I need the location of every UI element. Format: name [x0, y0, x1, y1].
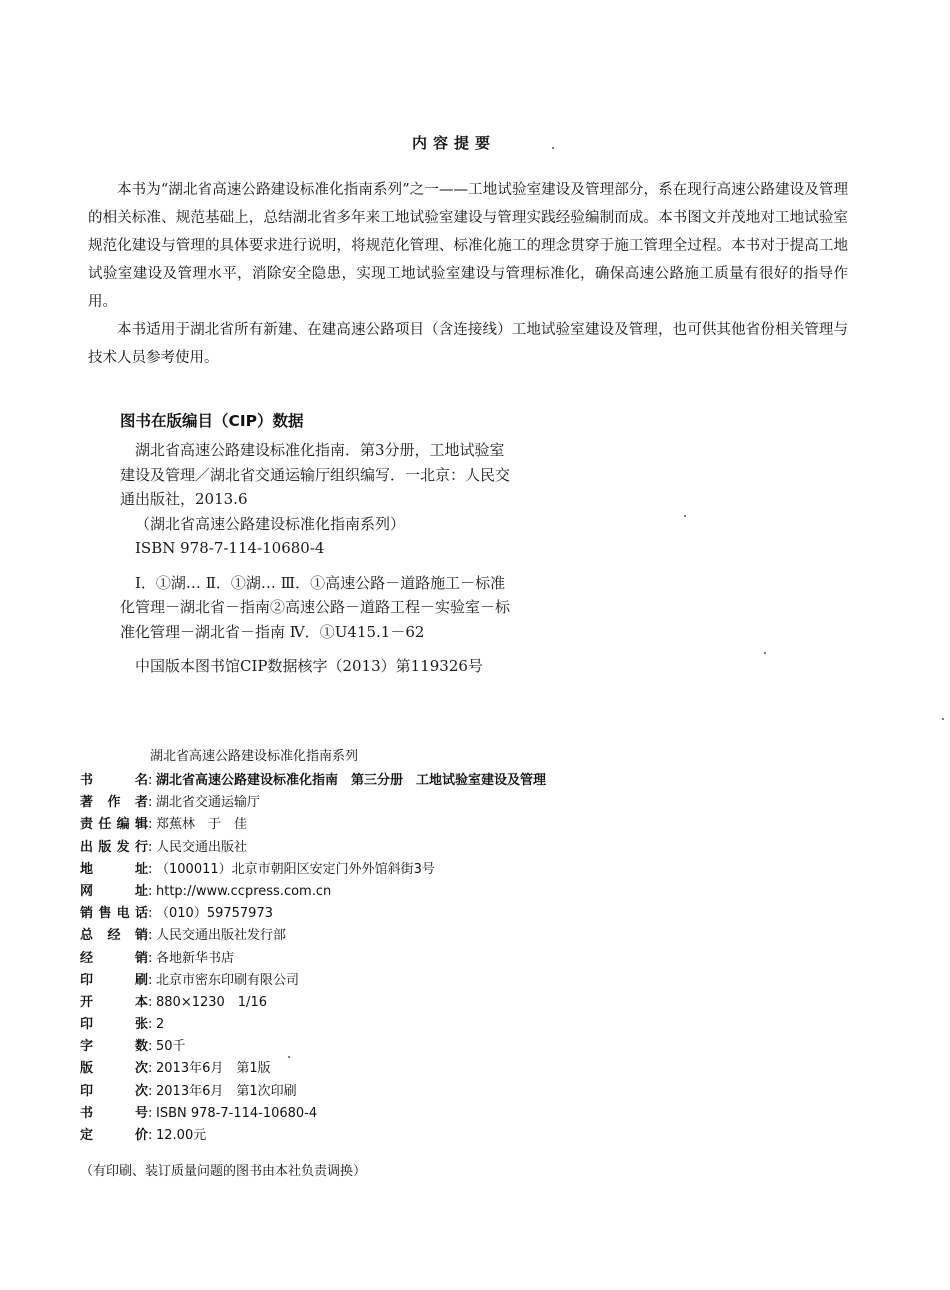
row-label: 经销: [80, 950, 148, 966]
row-label: 网址: [80, 883, 148, 899]
row-label: 印张: [80, 1017, 148, 1033]
row-label: 版次: [80, 1061, 148, 1077]
row-label: 开本: [80, 994, 148, 1010]
colophon-row: 印次 : 2013年6月 第1次印刷: [80, 1081, 700, 1103]
summary-body: [88, 176, 848, 372]
row-label: 出版发行: [80, 839, 148, 855]
row-value: 各地新华书店: [156, 950, 235, 966]
cip-isbn: ISBN 978-7-114-10680-4: [135, 539, 325, 557]
scan-speck: [552, 147, 554, 149]
row-label: 印次: [80, 1083, 148, 1099]
colophon-row: 著作者 : 湖北省交通运输厅: [80, 792, 700, 814]
cip-record: 中国版本图书馆CIP数据核字（2013）第119326号: [135, 657, 483, 675]
row-label: 印刷: [80, 972, 148, 988]
colophon-row: 印张 : 2: [80, 1014, 700, 1036]
colophon-row: 印刷 : 北京市密东印刷有限公司: [80, 970, 700, 992]
row-value: （010）59757973: [156, 906, 273, 922]
colophon-row: 定价 : 12.00元: [80, 1125, 700, 1147]
row-value: 人民交通出版社: [156, 839, 248, 855]
row-value: （100011）北京市朝阳区安定门外外馆斜街3号: [156, 861, 435, 877]
row-value: 2013年6月 第1次印刷: [156, 1083, 297, 1099]
row-value: ISBN 978-7-114-10680-4: [156, 1105, 318, 1121]
row-value: 880×1230 1/16: [156, 994, 267, 1010]
row-value: 郑蕉林 于 佳: [156, 817, 248, 833]
cip-entry: 湖北省高速公路建设标准化指南．第3分册，工地试验室建设及管理／湖北省交通运输厅组织编写．一北京：人民交通出版社，2013.6: [120, 441, 511, 508]
cip-block: [120, 438, 515, 644]
colophon-row: 销售电话 : （010）59757973: [80, 903, 700, 925]
row-value: 2: [156, 1017, 165, 1033]
row-label: 地址: [80, 861, 148, 877]
scan-speck: [684, 515, 686, 517]
cip-heading: 图书在版编目（CIP）数据: [120, 412, 304, 430]
colophon-row: 出版发行 : 人民交通出版社: [80, 837, 700, 859]
colophon-row: 版次 : 2013年6月 第1版: [80, 1058, 700, 1080]
row-label: 书名: [80, 773, 148, 788]
cip-subjects: Ⅰ．①湖… Ⅱ．①湖… Ⅲ．①高速公路－道路施工－标准化管理－湖北省－指南②高速公路－道路工程－实验室－标准化管理－湖北省－指南 Ⅳ．①U415.1－62: [120, 573, 511, 641]
row-label: 总经销: [80, 928, 148, 944]
colophon-row: 开本 : 880×1230 1/16: [80, 992, 700, 1014]
row-label: 责任编辑: [80, 817, 148, 833]
colophon-row: 经销 : 各地新华书店: [80, 948, 700, 970]
colophon: [80, 770, 700, 1147]
row-value: 人民交通出版社发行部: [156, 928, 287, 944]
row-value: 湖北省高速公路建设标准化指南 第三分册 工地试验室建设及管理: [156, 773, 547, 788]
scan-speck: [942, 718, 944, 720]
colophon-row: 总经销 : 人民交通出版社发行部: [80, 925, 700, 947]
row-value: 2013年6月 第1版: [156, 1061, 271, 1077]
summary-title: 内容提要: [411, 134, 496, 152]
row-value: 50千: [156, 1039, 186, 1055]
colophon-series: 湖北省高速公路建设标准化指南系列: [150, 749, 359, 764]
row-label: 销售电话: [80, 906, 148, 922]
scan-speck: [288, 1056, 290, 1058]
cip-series: （湖北省高速公路建设标准化指南系列）: [135, 514, 406, 533]
colophon-row: 地址 : （100011）北京市朝阳区安定门外外馆斜街3号: [80, 859, 700, 881]
colophon-footnote: （有印刷、装订质量问题的图书由本社负责调换）: [80, 1164, 367, 1179]
row-label: 定价: [80, 1128, 148, 1143]
row-label: 著作者: [80, 795, 148, 811]
colophon-row: 责任编辑 : 郑蕉林 于 佳: [80, 814, 700, 836]
row-label: 书号: [80, 1105, 148, 1121]
row-value: 12.00元: [156, 1128, 207, 1143]
row-value: 湖北省交通运输厅: [156, 795, 261, 811]
row-label: 字数: [80, 1039, 148, 1055]
row-value: 北京市密东印刷有限公司: [156, 972, 300, 988]
colophon-row: 网址 : http://www.ccpress.com.cn: [80, 881, 700, 903]
summary-paragraph: 本书适用于湖北省所有新建、在建高速公路项目（含连接线）工地试验室建设及管理，也可供其他省份相关管理与技术人员参考使用。: [88, 322, 848, 366]
colophon-row: 字数 : 50千: [80, 1036, 700, 1058]
colophon-row-title: 书名 : 湖北省高速公路建设标准化指南 第三分册 工地试验室建设及管理: [80, 770, 700, 792]
colophon-row: 书号 : ISBN 978-7-114-10680-4: [80, 1103, 700, 1125]
summary-paragraph: 本书为“湖北省高速公路建设标准化指南系列”之一——工地试验室建设及管理部分，系在现行高速公路建设及管理的相关标准、规范基础上，总结湖北省多年来工地试验室建设与管理实践经验编制而成。本书图文并茂地对工地试验室规范化建设与管理的具体要求进行说明，将规范化管理、标准化施工的理念贯穿于施工管理全过程。本书对于提高工地试验室建设及管理水平，消除安全隐患，实现工地试验室建设与管理标准化，确保高速公路施工质量有很好的指导作用。: [88, 182, 848, 310]
row-value: http://www.ccpress.com.cn: [156, 883, 332, 899]
scan-speck: [764, 652, 766, 654]
